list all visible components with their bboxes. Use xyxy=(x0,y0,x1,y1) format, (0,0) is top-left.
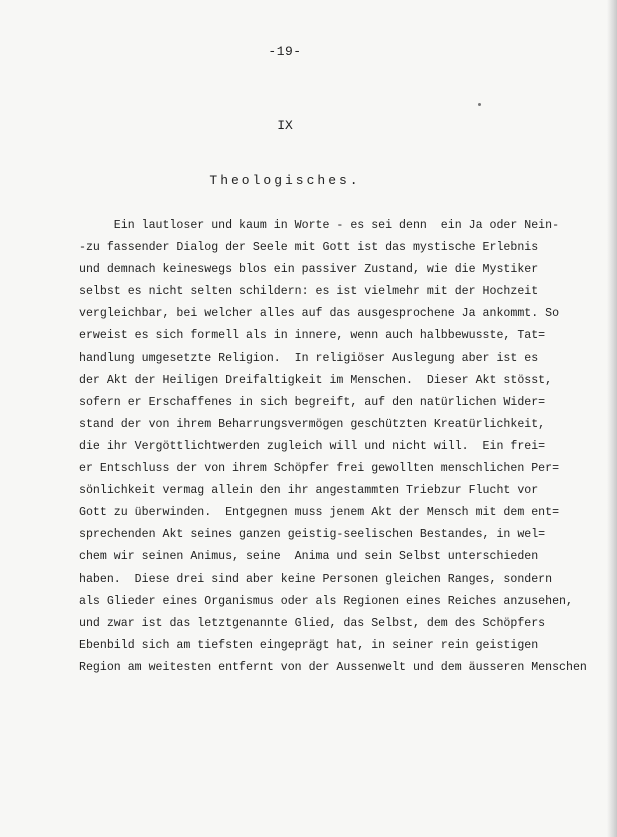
text-line: stand der von ihrem Beharrungsvermögen geschützten Kreatürlichkeit, xyxy=(79,417,546,431)
text-line: und demnach keineswegs blos ein passiver Zustand, wie die Mystiker xyxy=(79,263,539,277)
text-line: sprechenden Akt seines ganzen geistig-seelischen Bestandes, in wel= xyxy=(79,528,546,542)
text-line: Region am weitesten entfernt von der Aussenwelt und dem äusseren Menschen xyxy=(79,660,587,674)
text-line: erweist es sich formell als in innere, wenn auch halbbewusste, Tat= xyxy=(79,329,546,343)
text-line: Ein lautloser und kaum in Worte - es sei denn ein Ja oder Nein- xyxy=(79,219,560,232)
chapter-title: Theologisches. xyxy=(209,173,361,188)
text-line: als Glieder eines Organismus oder als Regionen eines Reiches anzusehen, xyxy=(79,594,573,608)
text-line: er Entschluss der von ihrem Schöpfer frei gewollten menschlichen Per= xyxy=(79,462,560,476)
text-line: die ihr Vergöttlichtwerden zugleich will und nicht will. Ein frei= xyxy=(79,439,546,453)
text-line: haben. Diese drei sind aber keine Personen gleichen Ranges, sondern xyxy=(79,572,553,586)
text-line: der Akt der Heiligen Dreifaltigkeit im Menschen. Dieser Akt stösst, xyxy=(79,373,553,387)
text-line: -zu fassender Dialog der Seele mit Gott ist das mystische Erlebnis xyxy=(79,241,539,255)
text-line: handlung umgesetzte Religion. In religiöser Auslegung aber ist es xyxy=(79,351,539,365)
text-line: chem wir seinen Animus, seine Anima und sein Selbst unterschieden xyxy=(79,550,539,564)
page-number: -19- xyxy=(268,44,302,59)
paper-speck xyxy=(478,103,481,106)
scan-edge-shadow xyxy=(607,0,617,837)
text-line: selbst es nicht selten schildern: es ist vielmehr mit der Hochzeit xyxy=(79,285,539,299)
text-line: Ebenbild sich am tiefsten eingeprägt hat, in seiner rein geistigen xyxy=(79,638,539,652)
body-text xyxy=(79,215,599,679)
text-line: Gott zu überwinden. Entgegnen muss jenem Akt der Mensch mit dem ent= xyxy=(79,506,560,520)
text-line: sofern er Erschaffenes in sich begreift, auf den natürlichen Wider= xyxy=(79,395,546,409)
chapter-numeral: IX xyxy=(277,118,293,133)
text-line: vergleichbar, bei welcher alles auf das ausgesprochene Ja ankommt. So xyxy=(79,307,560,321)
text-line: sönlichkeit vermag allein den ihr angestammten Triebzur Flucht vor xyxy=(79,484,539,498)
text-line: und zwar ist das letztgenannte Glied, das Selbst, dem des Schöpfers xyxy=(79,616,546,630)
